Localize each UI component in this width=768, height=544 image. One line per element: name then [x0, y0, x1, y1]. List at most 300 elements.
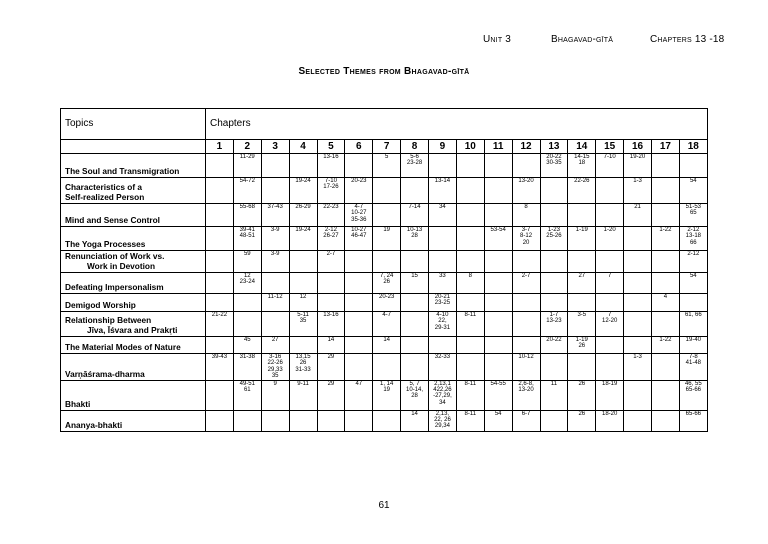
verse-ref: 1-3 — [633, 354, 642, 360]
verse-cell — [456, 294, 484, 312]
verse-ref: 25-26 — [546, 233, 562, 240]
verse-ref: 10-12 — [518, 354, 534, 360]
verse-ref: 48-51 — [239, 233, 255, 240]
chapter-numbers-row — [61, 140, 708, 154]
verse-cell — [261, 294, 289, 312]
verse-ref: 2-12 — [687, 251, 700, 257]
verse-cell — [596, 154, 624, 178]
verse-cell — [568, 204, 596, 227]
topic-line: The Yoga Processes — [65, 239, 146, 249]
verse-cell — [345, 312, 373, 337]
verse-ref: 31-38 — [239, 354, 255, 360]
verse-cell — [373, 354, 401, 381]
verse-cell — [401, 178, 429, 204]
topic-line: Characteristics of a — [65, 182, 143, 192]
verse-ref: 27 — [271, 337, 279, 343]
verse-cell — [345, 337, 373, 354]
verse-ref: 54-72 — [239, 178, 255, 184]
verse-cell — [512, 312, 540, 337]
verse-cell — [373, 380, 401, 410]
verse-cell — [652, 312, 680, 337]
topic-line: Renunciation of Work vs. — [65, 251, 165, 261]
verse-cell — [233, 354, 261, 381]
verse-cell — [456, 337, 484, 354]
topic-label — [61, 204, 206, 227]
verse-ref: 5 — [385, 154, 389, 160]
verse-ref: 39-43 — [211, 354, 228, 360]
verse-cell — [206, 337, 234, 354]
verse-cell — [679, 312, 707, 337]
verse-ref: 45 — [243, 337, 251, 343]
verse-cell — [401, 154, 429, 178]
verse-cell — [596, 227, 624, 251]
verse-ref: 26-29 — [295, 204, 311, 210]
verse-cell — [317, 380, 345, 410]
verse-ref: 29 — [327, 354, 335, 360]
verse-cell — [596, 294, 624, 312]
chapter-number: 5 — [317, 140, 345, 154]
verse-ref: 4 — [663, 294, 668, 300]
header-chapters: Chapters 13 -18 — [650, 34, 725, 45]
verse-cell — [345, 294, 373, 312]
verse-ref: 23-24 — [239, 279, 255, 286]
verse-cell — [679, 380, 707, 410]
verse-ref: 49-51 — [239, 380, 255, 387]
verse-cell — [373, 337, 401, 354]
verse-ref: 30-35 — [546, 160, 562, 167]
verse-cell — [679, 294, 707, 312]
verse-cell — [317, 312, 345, 337]
verse-ref: 13-16 — [323, 154, 339, 160]
verse-cell — [401, 410, 429, 431]
verse-ref: 1, 14 — [380, 380, 394, 387]
topic-line: Defeating Impersonalism — [65, 282, 164, 292]
table-row — [61, 154, 708, 178]
verse-ref: 10-27 — [351, 210, 367, 217]
verse-ref: -27,29, — [433, 393, 452, 400]
verse-ref: 14-15 — [574, 154, 590, 160]
verse-cell — [401, 312, 429, 337]
verse-ref: 19-24 — [295, 178, 311, 184]
verse-ref: 8-11 — [464, 410, 477, 417]
verse-cell — [624, 337, 652, 354]
verse-ref: 3-5 — [577, 312, 587, 318]
verse-ref: 35-36 — [351, 216, 367, 223]
verse-ref: 32-33 — [434, 354, 451, 360]
verse-ref: 53-54 — [490, 227, 506, 233]
verse-cell — [652, 178, 680, 204]
verse-cell — [568, 178, 596, 204]
verse-ref: 26 — [299, 360, 307, 367]
topic-label — [61, 337, 206, 354]
verse-cell — [456, 380, 484, 410]
topic-label — [61, 380, 206, 410]
verse-cell — [596, 312, 624, 337]
verse-cell — [456, 178, 484, 204]
verse-ref: 15 — [411, 273, 418, 279]
verse-cell — [261, 354, 289, 381]
verse-cell — [317, 178, 345, 204]
verse-cell — [401, 227, 429, 251]
verse-ref: 7-10 — [603, 154, 616, 160]
verse-cell — [429, 204, 457, 227]
verse-ref: 9 — [273, 380, 277, 387]
verse-cell — [456, 154, 484, 178]
verse-cell — [679, 354, 707, 381]
verse-cell — [261, 337, 289, 354]
verse-ref: 7, 24 — [380, 273, 394, 279]
verse-cell — [540, 410, 568, 431]
topics-header: Topics — [61, 109, 206, 140]
verse-cell — [317, 410, 345, 431]
topic-line-text: Jīva, Īśvara and Prakṛti — [87, 325, 178, 335]
verse-cell — [289, 312, 317, 337]
verse-cell — [233, 312, 261, 337]
verse-cell — [233, 273, 261, 294]
verse-cell — [317, 273, 345, 294]
verse-cell — [512, 380, 540, 410]
verse-ref: 19 — [383, 387, 391, 394]
verse-cell — [652, 354, 680, 381]
verse-cell — [596, 410, 624, 431]
verse-ref: 66 — [689, 239, 697, 246]
verse-cell — [345, 273, 373, 294]
verse-ref: 1-19 — [575, 337, 588, 343]
verse-cell — [624, 204, 652, 227]
verse-cell — [429, 227, 457, 251]
verse-ref: 54 — [689, 273, 697, 279]
verse-ref: 23-25 — [434, 300, 451, 307]
verse-cell — [289, 251, 317, 273]
verse-cell — [289, 273, 317, 294]
table-row — [61, 294, 708, 312]
verse-cell — [540, 294, 568, 312]
topic-line: Relationship Between — [65, 315, 152, 325]
chapter-number: 6 — [345, 140, 373, 154]
verse-ref: 14 — [327, 337, 335, 343]
verse-ref: 19 — [383, 227, 391, 233]
verse-cell — [596, 380, 624, 410]
chapters-header: Chapters — [206, 109, 708, 140]
verse-ref: 54 — [689, 178, 697, 184]
verse-cell — [624, 178, 652, 204]
verse-cell — [206, 251, 234, 273]
verse-cell — [345, 178, 373, 204]
table-row — [61, 312, 708, 337]
verse-cell — [373, 204, 401, 227]
verse-ref: 3-16 — [269, 354, 282, 360]
verse-cell — [679, 204, 707, 227]
verse-ref: 46-47 — [351, 233, 367, 240]
verse-ref: 54-55 — [490, 380, 506, 387]
verse-cell — [317, 227, 345, 251]
verse-cell — [429, 294, 457, 312]
verse-ref: 7-8 — [688, 354, 698, 360]
verse-cell — [401, 204, 429, 227]
table-row — [61, 251, 708, 273]
verse-cell — [373, 251, 401, 273]
verse-cell — [289, 154, 317, 178]
verse-ref: 11-12 — [267, 294, 283, 300]
chapter-number: 18 — [679, 140, 707, 154]
verse-ref: 5-11 — [297, 312, 309, 318]
verse-ref: 2,13, — [435, 410, 450, 417]
verse-ref: 20 — [522, 239, 530, 246]
verse-cell — [624, 354, 652, 381]
verse-cell — [456, 354, 484, 381]
verse-cell — [512, 154, 540, 178]
verse-ref: 10-27 — [351, 227, 367, 233]
verse-cell — [484, 294, 512, 312]
verse-cell — [568, 380, 596, 410]
verse-ref: 20-23 — [351, 178, 367, 184]
verse-cell — [540, 251, 568, 273]
verse-ref: 26 — [578, 410, 586, 417]
table-row — [61, 178, 708, 204]
verse-ref: 2,13,1 — [434, 380, 451, 387]
chapter-number: 9 — [429, 140, 457, 154]
verse-ref: 2-12 — [687, 227, 700, 233]
verse-ref: 2-7 — [521, 273, 531, 279]
verse-ref: 17-26 — [323, 184, 339, 191]
verse-ref: 29 — [327, 380, 335, 387]
verse-ref: 29,34 — [434, 423, 450, 430]
table-row — [61, 337, 708, 354]
verse-ref: 34 — [439, 204, 446, 210]
verse-ref: 41-48 — [685, 360, 701, 367]
verse-cell — [679, 227, 707, 251]
verse-cell — [679, 178, 707, 204]
verse-ref: 20-21 — [434, 294, 451, 300]
verse-cell — [206, 204, 234, 227]
verse-ref: 20-23 — [379, 294, 395, 300]
topic-label — [61, 354, 206, 381]
verse-ref: 19-20 — [629, 154, 646, 160]
verse-cell — [317, 337, 345, 354]
verse-cell — [317, 154, 345, 178]
verse-ref: 18 — [578, 160, 586, 167]
verse-ref: 12 — [243, 273, 251, 279]
verse-cell — [289, 178, 317, 204]
verse-ref: 1-3 — [633, 178, 642, 184]
verse-cell — [484, 204, 512, 227]
verse-cell — [429, 354, 457, 381]
verse-cell — [261, 273, 289, 294]
verse-cell — [261, 154, 289, 178]
verse-ref: 4-7 — [354, 204, 364, 210]
verse-ref: 13,15 — [295, 354, 311, 360]
verse-cell — [596, 204, 624, 227]
verse-cell — [289, 410, 317, 431]
verse-cell — [317, 204, 345, 227]
verse-ref: 18-19 — [602, 380, 618, 387]
verse-cell — [652, 204, 680, 227]
table-row — [61, 273, 708, 294]
verse-ref: 22, 26 — [434, 417, 451, 424]
verse-ref: 1-20 — [603, 227, 616, 233]
verse-ref: 18-20 — [602, 410, 618, 417]
verse-ref: 3-9 — [270, 251, 280, 257]
verse-ref: 22-23 — [323, 204, 339, 210]
verse-cell — [652, 273, 680, 294]
verse-cell — [373, 294, 401, 312]
header-unit: Unit 3 — [483, 34, 512, 45]
verse-cell — [401, 294, 429, 312]
verse-cell — [484, 354, 512, 381]
verse-cell — [206, 410, 234, 431]
verse-cell — [456, 312, 484, 337]
verse-cell — [512, 251, 540, 273]
verse-ref: 8-11 — [464, 380, 477, 387]
verse-ref: 13-18 — [685, 233, 701, 240]
verse-cell — [345, 251, 373, 273]
verse-cell — [596, 178, 624, 204]
verse-ref: 61 — [243, 387, 251, 394]
verse-ref: 19-40 — [685, 337, 701, 343]
verse-cell — [596, 337, 624, 354]
verse-ref: 6-7 — [521, 410, 531, 417]
verse-cell — [512, 204, 540, 227]
verse-cell — [373, 273, 401, 294]
topic-label — [61, 251, 206, 273]
verse-cell — [233, 337, 261, 354]
verse-ref: 20-22 — [546, 337, 562, 343]
verse-cell — [484, 178, 512, 204]
header-book-title: Bhagavad-gītā — [551, 34, 614, 45]
chapter-number: 14 — [568, 140, 596, 154]
verse-ref: 1-22 — [659, 337, 672, 343]
verse-cell — [512, 178, 540, 204]
verse-ref: 26-27 — [323, 233, 339, 240]
chapter-number: 7 — [373, 140, 401, 154]
verse-ref: 10-13 — [406, 227, 423, 233]
verse-ref: 13-23 — [546, 318, 562, 325]
verse-cell — [568, 273, 596, 294]
verse-cell — [679, 410, 707, 431]
chapter-number: 2 — [233, 140, 261, 154]
verse-ref: 8 — [524, 204, 528, 210]
verse-cell — [206, 294, 234, 312]
verse-ref: 1-23 — [547, 227, 560, 233]
verse-cell — [233, 154, 261, 178]
verse-ref: 23-28 — [406, 160, 423, 167]
table-row — [61, 380, 708, 410]
chapter-number: 1 — [206, 140, 234, 154]
verse-cell — [429, 178, 457, 204]
verse-ref: 5, 7 — [409, 380, 420, 387]
table-row — [61, 204, 708, 227]
verse-cell — [317, 294, 345, 312]
verse-cell — [233, 178, 261, 204]
verse-ref: 7 — [608, 312, 612, 318]
verse-cell — [345, 204, 373, 227]
table-header-row — [61, 109, 708, 140]
verse-ref: 5-6 — [410, 154, 419, 160]
verse-cell — [289, 354, 317, 381]
verse-cell — [624, 273, 652, 294]
verse-ref: 37-43 — [267, 204, 283, 210]
verse-ref: 47 — [355, 380, 363, 387]
verse-ref: 29-31 — [434, 324, 451, 331]
verse-cell — [540, 312, 568, 337]
verse-ref: 14 — [411, 410, 418, 417]
verse-cell — [233, 204, 261, 227]
verse-ref: 35 — [271, 373, 279, 380]
topic-label — [61, 410, 206, 431]
verse-cell — [373, 178, 401, 204]
verse-ref: 59 — [243, 251, 251, 257]
verse-cell — [456, 273, 484, 294]
verse-cell — [484, 251, 512, 273]
verse-cell — [596, 354, 624, 381]
verse-ref: 13-20 — [518, 178, 534, 184]
verse-ref: 13-14 — [434, 178, 451, 184]
page-number: 61 — [378, 500, 390, 511]
verse-ref: 39-41 — [239, 227, 255, 233]
verse-ref: 22-26 — [574, 178, 590, 184]
verse-cell — [429, 273, 457, 294]
chapter-number: 3 — [261, 140, 289, 154]
verse-ref: 22-26 — [267, 360, 283, 367]
verse-ref: 12-20 — [602, 318, 618, 325]
verse-cell — [289, 337, 317, 354]
verse-cell — [624, 294, 652, 312]
verse-ref: 8-11 — [464, 312, 477, 318]
verse-ref: 3-7 — [521, 227, 531, 233]
verse-ref: 28 — [411, 393, 418, 400]
verse-cell — [345, 227, 373, 251]
verse-ref: 54 — [494, 410, 502, 417]
verse-cell — [261, 178, 289, 204]
verse-cell — [568, 251, 596, 273]
verse-ref: 4-10 — [436, 312, 449, 318]
topic-label — [61, 154, 206, 178]
verse-ref: 31-33 — [295, 366, 311, 373]
verse-cell — [624, 410, 652, 431]
verse-ref: 1-22 — [659, 227, 672, 233]
verse-cell — [261, 410, 289, 431]
verse-cell — [261, 380, 289, 410]
verse-cell — [429, 410, 457, 431]
verse-cell — [206, 227, 234, 251]
verse-cell — [679, 273, 707, 294]
verse-cell — [484, 337, 512, 354]
verse-ref: 11 — [550, 380, 558, 387]
verse-cell — [512, 354, 540, 381]
verse-cell — [289, 380, 317, 410]
verse-cell — [233, 294, 261, 312]
verse-ref: 21-22 — [211, 312, 228, 318]
verse-ref: 12 — [299, 294, 307, 300]
topic-line: Bhakti — [65, 398, 91, 409]
topic-line: Demigod Worship — [65, 300, 136, 310]
topic-label — [61, 273, 206, 294]
verse-cell — [373, 227, 401, 251]
chapter-number: 8 — [401, 140, 429, 154]
verse-cell — [345, 354, 373, 381]
verse-ref: 19-24 — [295, 227, 311, 233]
verse-ref: 20-22 — [546, 154, 562, 160]
verse-cell — [484, 227, 512, 251]
topic-line: Self-realized Person — [65, 192, 145, 202]
verse-cell — [540, 204, 568, 227]
chapter-number: 16 — [624, 140, 652, 154]
verse-cell — [624, 227, 652, 251]
verse-cell — [568, 294, 596, 312]
verse-ref: 27 — [578, 273, 586, 279]
verse-ref: 51-53 — [685, 204, 701, 210]
verse-cell — [401, 380, 429, 410]
